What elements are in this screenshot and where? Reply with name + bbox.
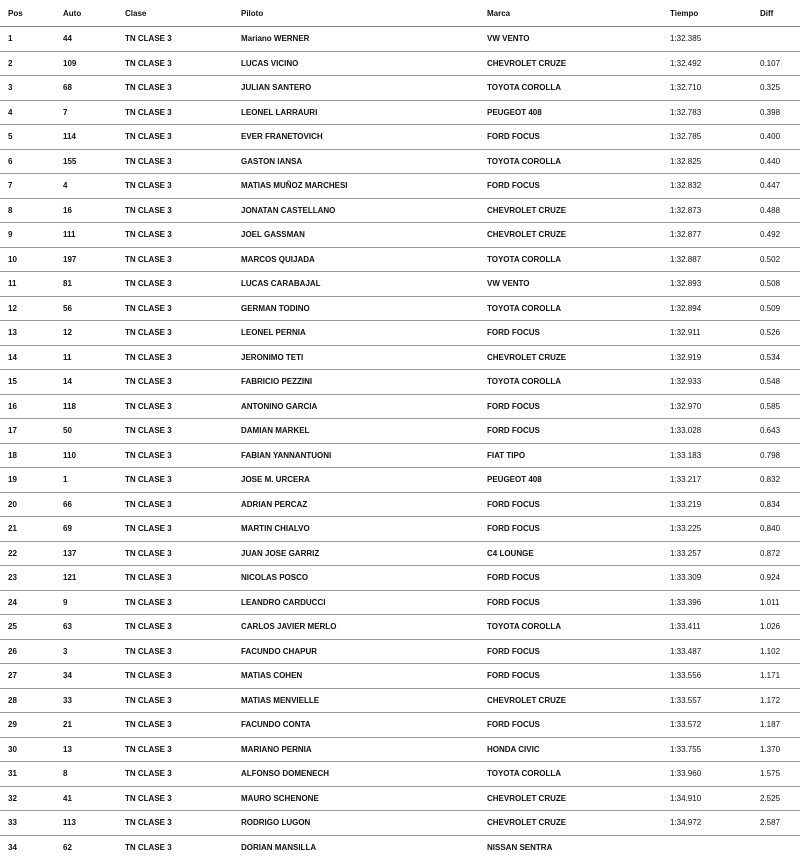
cell-tiempo: 1:33.556 <box>662 664 752 689</box>
cell-auto: 69 <box>55 517 117 542</box>
table-row <box>0 174 800 199</box>
cell-piloto: MARTIN CHIALVO <box>233 517 479 542</box>
cell-pos: 16 <box>0 394 55 419</box>
cell-piloto: FABIAN YANNANTUONI <box>233 443 479 468</box>
cell-marca: FORD FOCUS <box>479 517 662 542</box>
cell-pos: 1 <box>0 27 55 52</box>
cell-tiempo: 1:33.217 <box>662 468 752 493</box>
cell-diff <box>752 27 800 52</box>
table-row <box>0 370 800 395</box>
cell-pos: 10 <box>0 247 55 272</box>
cell-pos: 14 <box>0 345 55 370</box>
header-piloto: Piloto <box>233 0 479 27</box>
cell-auto: 68 <box>55 76 117 101</box>
cell-clase: TN CLASE 3 <box>117 835 233 859</box>
cell-marca: FORD FOCUS <box>479 174 662 199</box>
header-clase: Clase <box>117 0 233 27</box>
cell-piloto: FACUNDO CHAPUR <box>233 639 479 664</box>
cell-clase: TN CLASE 3 <box>117 370 233 395</box>
cell-piloto: LEONEL LARRAURI <box>233 100 479 125</box>
cell-marca: FORD FOCUS <box>479 566 662 591</box>
cell-clase: TN CLASE 3 <box>117 345 233 370</box>
cell-tiempo: 1:32.893 <box>662 272 752 297</box>
cell-clase: TN CLASE 3 <box>117 811 233 836</box>
cell-diff: 1.370 <box>752 737 800 762</box>
cell-auto: 8 <box>55 762 117 787</box>
cell-piloto: ADRIAN PERCAZ <box>233 492 479 517</box>
cell-marca: HONDA CIVIC <box>479 737 662 762</box>
table-row <box>0 443 800 468</box>
cell-diff: 1.187 <box>752 713 800 738</box>
cell-clase: TN CLASE 3 <box>117 737 233 762</box>
cell-pos: 29 <box>0 713 55 738</box>
cell-clase: TN CLASE 3 <box>117 541 233 566</box>
cell-tiempo: 1:32.783 <box>662 100 752 125</box>
cell-auto: 3 <box>55 639 117 664</box>
cell-pos: 5 <box>0 125 55 150</box>
table-row <box>0 272 800 297</box>
cell-tiempo: 1:32.919 <box>662 345 752 370</box>
cell-piloto: JUAN JOSE GARRIZ <box>233 541 479 566</box>
cell-marca: PEUGEOT 408 <box>479 100 662 125</box>
cell-auto: 34 <box>55 664 117 689</box>
cell-tiempo: 1:33.183 <box>662 443 752 468</box>
cell-clase: TN CLASE 3 <box>117 27 233 52</box>
cell-auto: 14 <box>55 370 117 395</box>
header-diff: Diff <box>752 0 800 27</box>
table-row <box>0 541 800 566</box>
cell-auto: 50 <box>55 419 117 444</box>
cell-auto: 4 <box>55 174 117 199</box>
cell-diff: 1.026 <box>752 615 800 640</box>
header-row <box>0 0 800 27</box>
cell-diff: 1.171 <box>752 664 800 689</box>
cell-pos: 13 <box>0 321 55 346</box>
cell-tiempo: 1:33.257 <box>662 541 752 566</box>
cell-clase: TN CLASE 3 <box>117 762 233 787</box>
cell-pos: 12 <box>0 296 55 321</box>
cell-pos: 31 <box>0 762 55 787</box>
cell-marca: CHEVROLET CRUZE <box>479 811 662 836</box>
cell-pos: 21 <box>0 517 55 542</box>
cell-tiempo: 1:32.873 <box>662 198 752 223</box>
cell-piloto: Mariano WERNER <box>233 27 479 52</box>
cell-marca: FORD FOCUS <box>479 713 662 738</box>
cell-marca: VW VENTO <box>479 272 662 297</box>
header-tiempo: Tiempo <box>662 0 752 27</box>
cell-auto: 41 <box>55 786 117 811</box>
cell-auto: 137 <box>55 541 117 566</box>
cell-pos: 11 <box>0 272 55 297</box>
cell-piloto: CARLOS JAVIER MERLO <box>233 615 479 640</box>
cell-clase: TN CLASE 3 <box>117 615 233 640</box>
table-row <box>0 125 800 150</box>
cell-tiempo: 1:33.309 <box>662 566 752 591</box>
cell-diff: 0.534 <box>752 345 800 370</box>
cell-piloto: LUCAS CARABAJAL <box>233 272 479 297</box>
cell-diff: 1.172 <box>752 688 800 713</box>
cell-diff: 0.398 <box>752 100 800 125</box>
cell-diff: 0.832 <box>752 468 800 493</box>
cell-marca: CHEVROLET CRUZE <box>479 786 662 811</box>
cell-diff: 0.840 <box>752 517 800 542</box>
cell-piloto: ALFONSO DOMENECH <box>233 762 479 787</box>
cell-pos: 17 <box>0 419 55 444</box>
cell-clase: TN CLASE 3 <box>117 590 233 615</box>
cell-diff: 0.400 <box>752 125 800 150</box>
table-row <box>0 198 800 223</box>
cell-piloto: MAURO SCHENONE <box>233 786 479 811</box>
cell-pos: 20 <box>0 492 55 517</box>
cell-pos: 19 <box>0 468 55 493</box>
cell-piloto: MATIAS COHEN <box>233 664 479 689</box>
cell-pos: 28 <box>0 688 55 713</box>
table-row <box>0 394 800 419</box>
cell-clase: TN CLASE 3 <box>117 443 233 468</box>
cell-pos: 25 <box>0 615 55 640</box>
cell-tiempo: 1:32.933 <box>662 370 752 395</box>
table-row <box>0 345 800 370</box>
cell-diff: 2.587 <box>752 811 800 836</box>
cell-pos: 6 <box>0 149 55 174</box>
cell-clase: TN CLASE 3 <box>117 51 233 76</box>
cell-auto: 44 <box>55 27 117 52</box>
cell-tiempo: 1:33.028 <box>662 419 752 444</box>
cell-marca: FORD FOCUS <box>479 639 662 664</box>
cell-auto: 16 <box>55 198 117 223</box>
cell-diff: 1.575 <box>752 762 800 787</box>
cell-auto: 9 <box>55 590 117 615</box>
cell-piloto: DORIAN MANSILLA <box>233 835 479 859</box>
cell-tiempo: 1:32.832 <box>662 174 752 199</box>
cell-tiempo: 1:32.492 <box>662 51 752 76</box>
table-row <box>0 149 800 174</box>
cell-tiempo: 1:33.225 <box>662 517 752 542</box>
cell-tiempo: 1:33.557 <box>662 688 752 713</box>
cell-pos: 26 <box>0 639 55 664</box>
cell-marca: FORD FOCUS <box>479 419 662 444</box>
cell-pos: 15 <box>0 370 55 395</box>
cell-auto: 118 <box>55 394 117 419</box>
table-row <box>0 835 800 859</box>
cell-piloto: ANTONINO GARCIA <box>233 394 479 419</box>
cell-marca: FORD FOCUS <box>479 590 662 615</box>
cell-diff: 0.585 <box>752 394 800 419</box>
cell-diff: 0.488 <box>752 198 800 223</box>
cell-diff: 0.325 <box>752 76 800 101</box>
table-row <box>0 762 800 787</box>
table-row <box>0 51 800 76</box>
cell-auto: 111 <box>55 223 117 248</box>
cell-piloto: NICOLAS POSCO <box>233 566 479 591</box>
table-row <box>0 811 800 836</box>
cell-auto: 11 <box>55 345 117 370</box>
cell-tiempo: 1:32.385 <box>662 27 752 52</box>
cell-diff: 0.502 <box>752 247 800 272</box>
cell-marca: VW VENTO <box>479 27 662 52</box>
cell-tiempo: 1:32.785 <box>662 125 752 150</box>
cell-diff: 0.643 <box>752 419 800 444</box>
cell-pos: 32 <box>0 786 55 811</box>
cell-clase: TN CLASE 3 <box>117 688 233 713</box>
cell-piloto: MATIAS MENVIELLE <box>233 688 479 713</box>
cell-clase: TN CLASE 3 <box>117 198 233 223</box>
cell-diff: 0.548 <box>752 370 800 395</box>
cell-clase: TN CLASE 3 <box>117 468 233 493</box>
header-auto: Auto <box>55 0 117 27</box>
cell-clase: TN CLASE 3 <box>117 713 233 738</box>
cell-clase: TN CLASE 3 <box>117 149 233 174</box>
cell-clase: TN CLASE 3 <box>117 786 233 811</box>
cell-diff: 0.447 <box>752 174 800 199</box>
cell-clase: TN CLASE 3 <box>117 639 233 664</box>
table-row <box>0 713 800 738</box>
cell-tiempo: 1:32.877 <box>662 223 752 248</box>
cell-diff <box>752 835 800 859</box>
cell-tiempo: 1:32.710 <box>662 76 752 101</box>
cell-piloto: MARCOS QUIJADA <box>233 247 479 272</box>
table-row <box>0 27 800 52</box>
table-row <box>0 786 800 811</box>
cell-piloto: LEONEL PERNIA <box>233 321 479 346</box>
cell-tiempo: 1:33.219 <box>662 492 752 517</box>
cell-pos: 4 <box>0 100 55 125</box>
cell-tiempo: 1:33.960 <box>662 762 752 787</box>
cell-auto: 114 <box>55 125 117 150</box>
cell-tiempo: 1:32.894 <box>662 296 752 321</box>
cell-marca: CHEVROLET CRUZE <box>479 223 662 248</box>
cell-auto: 155 <box>55 149 117 174</box>
cell-clase: TN CLASE 3 <box>117 174 233 199</box>
cell-clase: TN CLASE 3 <box>117 100 233 125</box>
cell-diff: 0.834 <box>752 492 800 517</box>
cell-diff: 0.924 <box>752 566 800 591</box>
cell-marca: FORD FOCUS <box>479 492 662 517</box>
cell-marca: TOYOTA COROLLA <box>479 296 662 321</box>
cell-auto: 121 <box>55 566 117 591</box>
cell-clase: TN CLASE 3 <box>117 296 233 321</box>
cell-marca: FORD FOCUS <box>479 321 662 346</box>
cell-auto: 7 <box>55 100 117 125</box>
cell-tiempo: 1:33.755 <box>662 737 752 762</box>
cell-pos: 27 <box>0 664 55 689</box>
cell-auto: 13 <box>55 737 117 762</box>
cell-marca: TOYOTA COROLLA <box>479 762 662 787</box>
cell-piloto: DAMIAN MARKEL <box>233 419 479 444</box>
table-row <box>0 76 800 101</box>
cell-clase: TN CLASE 3 <box>117 272 233 297</box>
cell-auto: 66 <box>55 492 117 517</box>
cell-clase: TN CLASE 3 <box>117 247 233 272</box>
header-marca: Marca <box>479 0 662 27</box>
cell-pos: 18 <box>0 443 55 468</box>
cell-marca: TOYOTA COROLLA <box>479 370 662 395</box>
table-row <box>0 566 800 591</box>
cell-auto: 1 <box>55 468 117 493</box>
cell-tiempo: 1:32.911 <box>662 321 752 346</box>
cell-tiempo: 1:32.825 <box>662 149 752 174</box>
cell-tiempo: 1:33.487 <box>662 639 752 664</box>
cell-pos: 33 <box>0 811 55 836</box>
cell-auto: 12 <box>55 321 117 346</box>
cell-marca: FORD FOCUS <box>479 125 662 150</box>
cell-auto: 81 <box>55 272 117 297</box>
cell-piloto: EVER FRANETOVICH <box>233 125 479 150</box>
table-row <box>0 688 800 713</box>
cell-diff: 0.798 <box>752 443 800 468</box>
cell-clase: TN CLASE 3 <box>117 492 233 517</box>
cell-diff: 0.526 <box>752 321 800 346</box>
table-row <box>0 517 800 542</box>
cell-tiempo: 1:34.972 <box>662 811 752 836</box>
cell-piloto: JONATAN CASTELLANO <box>233 198 479 223</box>
cell-marca: FIAT TIPO <box>479 443 662 468</box>
cell-diff: 0.872 <box>752 541 800 566</box>
table-row <box>0 664 800 689</box>
header-pos: Pos <box>0 0 55 27</box>
cell-piloto: MATIAS MUÑOZ MARCHESI <box>233 174 479 199</box>
cell-diff: 2.525 <box>752 786 800 811</box>
table-row <box>0 615 800 640</box>
cell-clase: TN CLASE 3 <box>117 419 233 444</box>
table-row <box>0 639 800 664</box>
table-row <box>0 737 800 762</box>
cell-auto: 113 <box>55 811 117 836</box>
cell-tiempo: 1:33.411 <box>662 615 752 640</box>
cell-pos: 30 <box>0 737 55 762</box>
cell-marca: TOYOTA COROLLA <box>479 76 662 101</box>
table-row <box>0 419 800 444</box>
cell-marca: FORD FOCUS <box>479 664 662 689</box>
cell-auto: 62 <box>55 835 117 859</box>
cell-pos: 34 <box>0 835 55 859</box>
cell-pos: 23 <box>0 566 55 591</box>
cell-diff: 1.011 <box>752 590 800 615</box>
cell-piloto: JOSE M. URCERA <box>233 468 479 493</box>
cell-marca: CHEVROLET CRUZE <box>479 198 662 223</box>
cell-marca: CHEVROLET CRUZE <box>479 345 662 370</box>
cell-marca: TOYOTA COROLLA <box>479 615 662 640</box>
table-row <box>0 100 800 125</box>
cell-piloto: LUCAS VICINO <box>233 51 479 76</box>
cell-marca: CHEVROLET CRUZE <box>479 51 662 76</box>
cell-marca: TOYOTA COROLLA <box>479 149 662 174</box>
cell-piloto: GASTON IANSA <box>233 149 479 174</box>
cell-pos: 24 <box>0 590 55 615</box>
cell-diff: 0.492 <box>752 223 800 248</box>
cell-piloto: JOEL GASSMAN <box>233 223 479 248</box>
cell-pos: 8 <box>0 198 55 223</box>
cell-piloto: FACUNDO CONTA <box>233 713 479 738</box>
table-row <box>0 590 800 615</box>
cell-piloto: LEANDRO CARDUCCI <box>233 590 479 615</box>
cell-diff: 0.440 <box>752 149 800 174</box>
cell-auto: 110 <box>55 443 117 468</box>
table-row <box>0 223 800 248</box>
cell-pos: 22 <box>0 541 55 566</box>
cell-piloto: JERONIMO TETI <box>233 345 479 370</box>
cell-piloto: MARIANO PERNIA <box>233 737 479 762</box>
cell-tiempo <box>662 835 752 859</box>
cell-clase: TN CLASE 3 <box>117 321 233 346</box>
cell-marca: CHEVROLET CRUZE <box>479 688 662 713</box>
cell-tiempo: 1:34.910 <box>662 786 752 811</box>
cell-diff: 0.509 <box>752 296 800 321</box>
cell-pos: 7 <box>0 174 55 199</box>
cell-marca: FORD FOCUS <box>479 394 662 419</box>
cell-tiempo: 1:33.396 <box>662 590 752 615</box>
results-body <box>0 27 800 859</box>
cell-marca: TOYOTA COROLLA <box>479 247 662 272</box>
cell-marca: C4 LOUNGE <box>479 541 662 566</box>
cell-pos: 2 <box>0 51 55 76</box>
cell-diff: 0.107 <box>752 51 800 76</box>
cell-clase: TN CLASE 3 <box>117 125 233 150</box>
cell-clase: TN CLASE 3 <box>117 223 233 248</box>
cell-piloto: JULIAN SANTERO <box>233 76 479 101</box>
cell-auto: 56 <box>55 296 117 321</box>
table-row <box>0 492 800 517</box>
table-row <box>0 247 800 272</box>
cell-auto: 109 <box>55 51 117 76</box>
cell-auto: 21 <box>55 713 117 738</box>
cell-marca: NISSAN SENTRA <box>479 835 662 859</box>
cell-tiempo: 1:32.887 <box>662 247 752 272</box>
table-row <box>0 321 800 346</box>
cell-clase: TN CLASE 3 <box>117 517 233 542</box>
cell-auto: 197 <box>55 247 117 272</box>
cell-clase: TN CLASE 3 <box>117 566 233 591</box>
cell-piloto: FABRICIO PEZZINI <box>233 370 479 395</box>
cell-clase: TN CLASE 3 <box>117 664 233 689</box>
cell-piloto: RODRIGO LUGON <box>233 811 479 836</box>
cell-diff: 1.102 <box>752 639 800 664</box>
table-row <box>0 296 800 321</box>
table-row <box>0 468 800 493</box>
cell-clase: TN CLASE 3 <box>117 76 233 101</box>
cell-diff: 0.508 <box>752 272 800 297</box>
cell-pos: 9 <box>0 223 55 248</box>
cell-auto: 63 <box>55 615 117 640</box>
cell-piloto: GERMAN TODINO <box>233 296 479 321</box>
cell-marca: PEUGEOT 408 <box>479 468 662 493</box>
cell-tiempo: 1:33.572 <box>662 713 752 738</box>
cell-clase: TN CLASE 3 <box>117 394 233 419</box>
cell-pos: 3 <box>0 76 55 101</box>
cell-auto: 33 <box>55 688 117 713</box>
cell-tiempo: 1:32.970 <box>662 394 752 419</box>
